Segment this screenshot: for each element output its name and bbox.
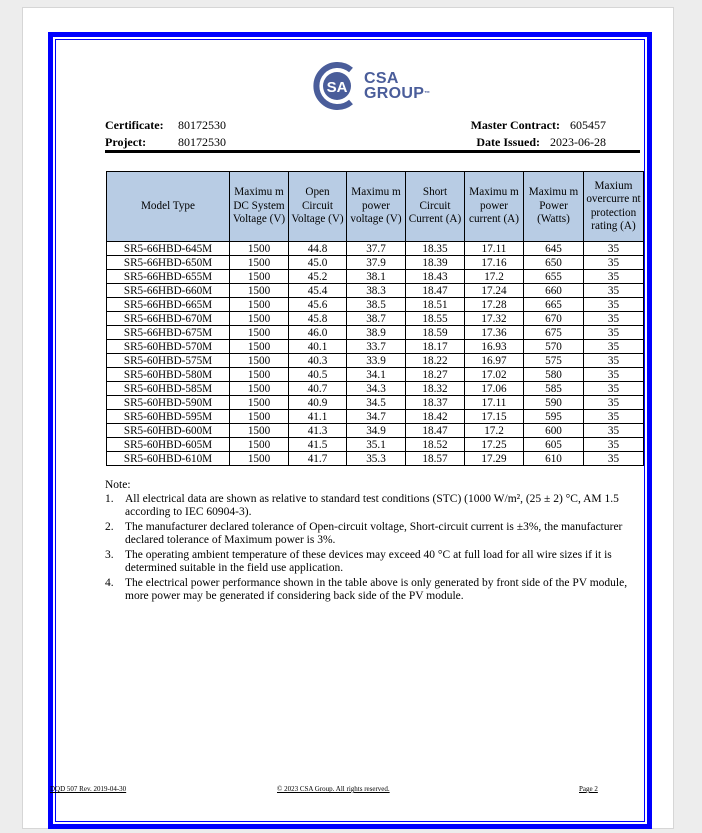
cell-max-power-voltage: 38.3 bbox=[347, 284, 406, 298]
cell-max-power-voltage: 35.1 bbox=[347, 438, 406, 452]
cell-model-type: SR5-66HBD-675M bbox=[107, 326, 230, 340]
cell-open-circuit-voltage: 45.4 bbox=[289, 284, 347, 298]
cell-model-type: SR5-66HBD-665M bbox=[107, 298, 230, 312]
cell-max-power-current: 17.2 bbox=[465, 270, 524, 284]
cell-max-power: 580 bbox=[524, 368, 584, 382]
master-contract-label: Master Contract: bbox=[470, 118, 560, 132]
cell-overcurrent-rating: 35 bbox=[584, 382, 644, 396]
cell-overcurrent-rating: 35 bbox=[584, 242, 644, 256]
cell-model-type: SR5-66HBD-650M bbox=[107, 256, 230, 270]
cell-max-power-voltage: 34.5 bbox=[347, 396, 406, 410]
cell-max-dc-system-voltage: 1500 bbox=[230, 256, 289, 270]
page-border-inner bbox=[55, 39, 645, 822]
note-text: All electrical data are shown as relative to standard test conditions (STC) (1000 W/m², (25 ± 2) °C, AM 1.5 according to IEC 60904-3). bbox=[125, 492, 619, 518]
cell-overcurrent-rating: 35 bbox=[584, 368, 644, 382]
cell-model-type: SR5-60HBD-585M bbox=[107, 382, 230, 396]
col-header-model-type: Model Type bbox=[107, 172, 230, 242]
cell-short-circuit-current: 18.37 bbox=[406, 396, 465, 410]
note-number: 4. bbox=[105, 576, 114, 589]
logo-line2: GROUP™ bbox=[364, 85, 431, 102]
cell-short-circuit-current: 18.27 bbox=[406, 368, 465, 382]
cell-max-power-current: 17.06 bbox=[465, 382, 524, 396]
cell-model-type: SR5-60HBD-575M bbox=[107, 354, 230, 368]
col-header-max-power-voltage: Maximu m power voltage (V) bbox=[347, 172, 406, 242]
table-row bbox=[107, 298, 644, 312]
table-row bbox=[107, 242, 644, 256]
cell-max-dc-system-voltage: 1500 bbox=[230, 452, 289, 466]
table-row bbox=[107, 354, 644, 368]
table-row bbox=[107, 340, 644, 354]
certificate-row bbox=[105, 117, 226, 134]
certificate-info bbox=[105, 117, 226, 151]
cell-open-circuit-voltage: 45.2 bbox=[289, 270, 347, 284]
cell-max-power: 650 bbox=[524, 256, 584, 270]
cell-short-circuit-current: 18.35 bbox=[406, 242, 465, 256]
cell-open-circuit-voltage: 46.0 bbox=[289, 326, 347, 340]
date-issued-value: 2023-06-28 bbox=[550, 135, 606, 149]
cell-max-power: 570 bbox=[524, 340, 584, 354]
cell-max-power-current: 17.02 bbox=[465, 368, 524, 382]
col-header-short-circuit-current: Short Circuit Current (A) bbox=[406, 172, 465, 242]
notes-title: Note: bbox=[105, 479, 131, 491]
cell-max-power: 595 bbox=[524, 410, 584, 424]
cell-model-type: SR5-60HBD-595M bbox=[107, 410, 230, 424]
cell-max-power: 670 bbox=[524, 312, 584, 326]
cell-overcurrent-rating: 35 bbox=[584, 284, 644, 298]
cell-overcurrent-rating: 35 bbox=[584, 326, 644, 340]
note-number: 2. bbox=[105, 520, 114, 533]
col-header-open-circuit-voltage: Open Circuit Voltage (V) bbox=[289, 172, 347, 242]
master-contract-value: 605457 bbox=[570, 118, 606, 132]
certificate-value: 80172530 bbox=[178, 118, 226, 132]
csa-group-logo bbox=[311, 59, 461, 113]
cell-max-power-voltage: 37.7 bbox=[347, 242, 406, 256]
cell-max-power: 590 bbox=[524, 396, 584, 410]
col-header-max-power-current: Maximu m power current (A) bbox=[465, 172, 524, 242]
cell-max-dc-system-voltage: 1500 bbox=[230, 410, 289, 424]
cell-overcurrent-rating: 35 bbox=[584, 270, 644, 284]
cell-max-power-current: 17.25 bbox=[465, 438, 524, 452]
cell-max-power-current: 17.29 bbox=[465, 452, 524, 466]
cell-short-circuit-current: 18.52 bbox=[406, 438, 465, 452]
cell-max-power-voltage: 34.3 bbox=[347, 382, 406, 396]
cell-max-power-voltage: 37.9 bbox=[347, 256, 406, 270]
table-row bbox=[107, 270, 644, 284]
cell-model-type: SR5-66HBD-660M bbox=[107, 284, 230, 298]
cell-max-power-current: 17.24 bbox=[465, 284, 524, 298]
cell-max-power-current: 17.28 bbox=[465, 298, 524, 312]
cell-max-power: 655 bbox=[524, 270, 584, 284]
cell-max-power-current: 17.11 bbox=[465, 242, 524, 256]
cell-model-type: SR5-60HBD-610M bbox=[107, 452, 230, 466]
note-number: 3. bbox=[105, 548, 114, 561]
electrical-ratings-table bbox=[106, 171, 644, 466]
note-item bbox=[105, 577, 645, 604]
cell-model-type: SR5-66HBD-645M bbox=[107, 242, 230, 256]
cell-max-power-voltage: 38.1 bbox=[347, 270, 406, 284]
cell-short-circuit-current: 18.51 bbox=[406, 298, 465, 312]
cell-model-type: SR5-60HBD-570M bbox=[107, 340, 230, 354]
document-page bbox=[22, 7, 674, 829]
cell-max-power-voltage: 34.9 bbox=[347, 424, 406, 438]
cell-model-type: SR5-60HBD-600M bbox=[107, 424, 230, 438]
cell-overcurrent-rating: 35 bbox=[584, 396, 644, 410]
cell-max-power: 645 bbox=[524, 242, 584, 256]
cell-open-circuit-voltage: 41.1 bbox=[289, 410, 347, 424]
cell-max-power-current: 17.36 bbox=[465, 326, 524, 340]
cell-overcurrent-rating: 35 bbox=[584, 424, 644, 438]
table-header-row bbox=[107, 172, 644, 242]
cell-short-circuit-current: 18.55 bbox=[406, 312, 465, 326]
cell-max-power-current: 17.15 bbox=[465, 410, 524, 424]
cell-max-power-current: 17.16 bbox=[465, 256, 524, 270]
table-row bbox=[107, 312, 644, 326]
table-row bbox=[107, 438, 644, 452]
cell-max-dc-system-voltage: 1500 bbox=[230, 298, 289, 312]
note-number: 1. bbox=[105, 492, 114, 505]
cell-short-circuit-current: 18.47 bbox=[406, 284, 465, 298]
cell-max-power: 675 bbox=[524, 326, 584, 340]
cell-overcurrent-rating: 35 bbox=[584, 340, 644, 354]
notes-list bbox=[105, 493, 645, 604]
cell-max-power: 660 bbox=[524, 284, 584, 298]
table-body bbox=[107, 242, 644, 466]
cell-max-dc-system-voltage: 1500 bbox=[230, 438, 289, 452]
cell-max-power-current: 17.2 bbox=[465, 424, 524, 438]
contract-info bbox=[471, 117, 606, 151]
cell-max-dc-system-voltage: 1500 bbox=[230, 242, 289, 256]
copyright-notice: © 2023 CSA Group. All rights reserved. bbox=[277, 785, 390, 793]
cell-max-power-voltage: 38.9 bbox=[347, 326, 406, 340]
table-row bbox=[107, 326, 644, 340]
logo-line1: CSA bbox=[364, 70, 399, 87]
cell-max-power: 585 bbox=[524, 382, 584, 396]
cell-max-power: 665 bbox=[524, 298, 584, 312]
cell-max-dc-system-voltage: 1500 bbox=[230, 270, 289, 284]
table-row bbox=[107, 256, 644, 270]
cell-max-power-voltage: 38.5 bbox=[347, 298, 406, 312]
col-header-max-dc-system-voltage: Maximu m DC System Voltage (V) bbox=[230, 172, 289, 242]
cell-overcurrent-rating: 35 bbox=[584, 256, 644, 270]
cell-max-power-voltage: 33.7 bbox=[347, 340, 406, 354]
cell-max-power: 610 bbox=[524, 452, 584, 466]
svg-text:SA: SA bbox=[326, 79, 348, 96]
cell-open-circuit-voltage: 41.5 bbox=[289, 438, 347, 452]
cell-max-power: 575 bbox=[524, 354, 584, 368]
date-issued-label: Date Issued: bbox=[476, 135, 540, 149]
cell-overcurrent-rating: 35 bbox=[584, 298, 644, 312]
cell-open-circuit-voltage: 41.3 bbox=[289, 424, 347, 438]
cell-model-type: SR5-60HBD-590M bbox=[107, 396, 230, 410]
cell-open-circuit-voltage: 40.1 bbox=[289, 340, 347, 354]
cell-model-type: SR5-60HBD-605M bbox=[107, 438, 230, 452]
cell-max-power-current: 17.32 bbox=[465, 312, 524, 326]
cell-max-dc-system-voltage: 1500 bbox=[230, 368, 289, 382]
logo-wordmark bbox=[364, 71, 430, 101]
cell-max-power-voltage: 34.7 bbox=[347, 410, 406, 424]
cell-open-circuit-voltage: 40.9 bbox=[289, 396, 347, 410]
table-row bbox=[107, 396, 644, 410]
table-row bbox=[107, 382, 644, 396]
cell-short-circuit-current: 18.57 bbox=[406, 452, 465, 466]
project-value: 80172530 bbox=[178, 135, 226, 149]
page-number: Page 2 bbox=[579, 785, 598, 793]
cell-model-type: SR5-60HBD-580M bbox=[107, 368, 230, 382]
note-item bbox=[105, 549, 645, 576]
cell-open-circuit-voltage: 40.7 bbox=[289, 382, 347, 396]
date-issued-row bbox=[471, 134, 606, 151]
cell-overcurrent-rating: 35 bbox=[584, 312, 644, 326]
cell-max-power: 600 bbox=[524, 424, 584, 438]
cell-short-circuit-current: 18.17 bbox=[406, 340, 465, 354]
cell-model-type: SR5-66HBD-670M bbox=[107, 312, 230, 326]
cell-open-circuit-voltage: 40.5 bbox=[289, 368, 347, 382]
cell-short-circuit-current: 18.42 bbox=[406, 410, 465, 424]
page-border-frame bbox=[48, 32, 652, 829]
table-row bbox=[107, 410, 644, 424]
cell-max-power-current: 16.97 bbox=[465, 354, 524, 368]
cell-short-circuit-current: 18.22 bbox=[406, 354, 465, 368]
notes-section bbox=[105, 479, 645, 605]
cell-max-dc-system-voltage: 1500 bbox=[230, 354, 289, 368]
cell-model-type: SR5-66HBD-655M bbox=[107, 270, 230, 284]
cell-open-circuit-voltage: 44.8 bbox=[289, 242, 347, 256]
header-divider bbox=[105, 150, 640, 153]
note-text: The electrical power performance shown in the table above is only generated by front side of the PV module, more power may be generated if considering back side of the PV module. bbox=[125, 576, 628, 602]
note-text: The manufacturer declared tolerance of Open-circuit voltage, Short-circuit current is ±3%, the manufacturer declared tolerance of Maximum power is 3%. bbox=[125, 520, 623, 546]
table-row bbox=[107, 368, 644, 382]
col-header-max-power: Maximu m Power (Watts) bbox=[524, 172, 584, 242]
cell-open-circuit-voltage: 45.8 bbox=[289, 312, 347, 326]
note-text: The operating ambient temperature of these devices may exceed 40 °C at full load for all wire sizes if it is determined suitable in the field use application. bbox=[125, 548, 612, 574]
cell-max-power-current: 17.11 bbox=[465, 396, 524, 410]
cell-short-circuit-current: 18.39 bbox=[406, 256, 465, 270]
cell-max-dc-system-voltage: 1500 bbox=[230, 284, 289, 298]
project-label: Project: bbox=[105, 135, 147, 149]
certificate-label: Certificate: bbox=[105, 118, 164, 132]
cell-short-circuit-current: 18.32 bbox=[406, 382, 465, 396]
cell-max-power-voltage: 33.9 bbox=[347, 354, 406, 368]
table-row bbox=[107, 424, 644, 438]
cell-max-dc-system-voltage: 1500 bbox=[230, 340, 289, 354]
note-item bbox=[105, 493, 645, 520]
note-item bbox=[105, 521, 645, 548]
csa-logo-icon bbox=[311, 61, 361, 111]
cell-max-dc-system-voltage: 1500 bbox=[230, 424, 289, 438]
table-row bbox=[107, 452, 644, 466]
cell-max-power-voltage: 38.7 bbox=[347, 312, 406, 326]
cell-short-circuit-current: 18.59 bbox=[406, 326, 465, 340]
cell-open-circuit-voltage: 45.6 bbox=[289, 298, 347, 312]
cell-overcurrent-rating: 35 bbox=[584, 354, 644, 368]
project-row bbox=[105, 134, 226, 151]
cell-overcurrent-rating: 35 bbox=[584, 438, 644, 452]
cell-max-dc-system-voltage: 1500 bbox=[230, 382, 289, 396]
cell-max-dc-system-voltage: 1500 bbox=[230, 326, 289, 340]
cell-open-circuit-voltage: 45.0 bbox=[289, 256, 347, 270]
cell-max-dc-system-voltage: 1500 bbox=[230, 396, 289, 410]
cell-open-circuit-voltage: 41.7 bbox=[289, 452, 347, 466]
form-revision: DQD 507 Rev. 2019-04-30 bbox=[50, 785, 127, 793]
table-row bbox=[107, 284, 644, 298]
cell-overcurrent-rating: 35 bbox=[584, 452, 644, 466]
master-contract-row bbox=[471, 117, 606, 134]
cell-open-circuit-voltage: 40.3 bbox=[289, 354, 347, 368]
cell-max-dc-system-voltage: 1500 bbox=[230, 312, 289, 326]
cell-short-circuit-current: 18.43 bbox=[406, 270, 465, 284]
cell-overcurrent-rating: 35 bbox=[584, 410, 644, 424]
cell-max-power-voltage: 34.1 bbox=[347, 368, 406, 382]
cell-max-power-voltage: 35.3 bbox=[347, 452, 406, 466]
cell-short-circuit-current: 18.47 bbox=[406, 424, 465, 438]
col-header-overcurrent-rating: Maxium overcurre nt protection rating (A) bbox=[584, 172, 644, 242]
cell-max-power: 605 bbox=[524, 438, 584, 452]
cell-max-power-current: 16.93 bbox=[465, 340, 524, 354]
